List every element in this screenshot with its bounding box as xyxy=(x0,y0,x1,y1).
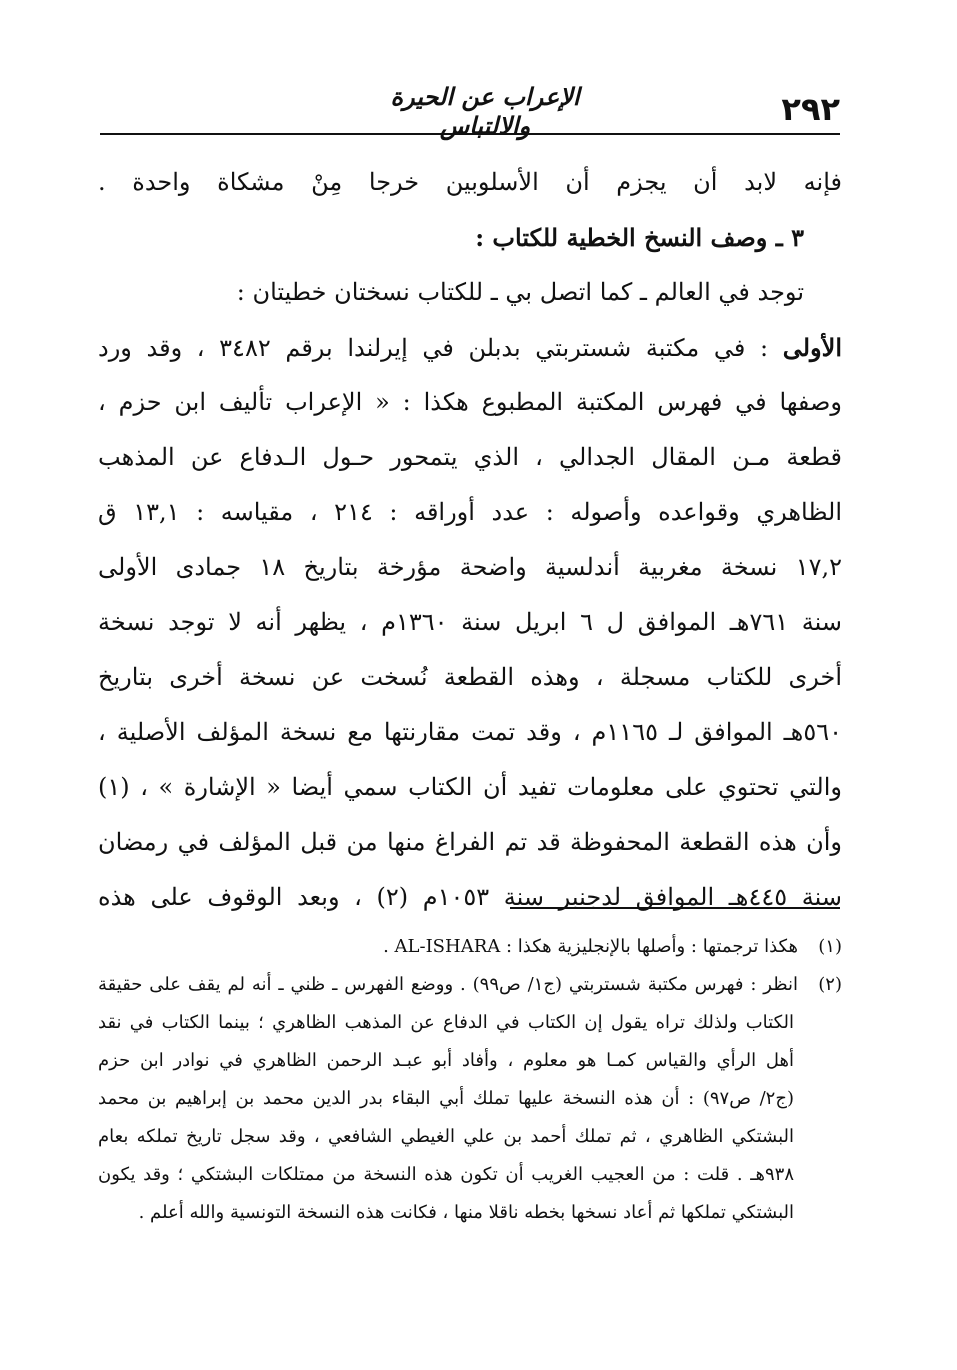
text-line: وأن هذه القطعة المحفوظة قد تم الفراغ منها من قبل المؤلف في رمضان xyxy=(98,828,842,856)
header-rule xyxy=(100,133,840,135)
footnote-text: هكذا ترجمتها : وأصلها بالإنجليزية هكذا : AL-ISHARA . xyxy=(383,936,798,957)
paragraph-lead-word: الأولى xyxy=(782,333,842,362)
footnotes xyxy=(98,928,842,1232)
text-line: وصفها في فهرس المكتبة المطبوع هكذا : « الإعراب تأليف ابن حزم ، xyxy=(98,388,842,416)
footnote-1 xyxy=(98,928,842,966)
text-line: فإنه لابد أن يجزم أن الأسلوبين خرجا مِنْ مشكاة واحدة . xyxy=(98,168,842,196)
page-number: ٢٩٢ xyxy=(781,90,840,128)
text-line: توجد في العالم ـ كما اتصل بي ـ للكتاب نسختان خطيتان : xyxy=(236,278,804,306)
section-heading: ٣ ـ وصف النسخ الخطية للكتاب : xyxy=(475,223,804,252)
text-line: ٥٦٠هـ الموافق لـ ١١٦٥م ، وقد تمت مقارنتها مع نسخة المؤلف الأصلية ، xyxy=(98,718,842,746)
footnote-text: الكتاب ولذلك تراه يقول إن الكتاب في الدفاع عن المذهب الظاهري ؛ بينما الكتاب في نقد xyxy=(98,1012,794,1033)
text-line: قطعة مـن المقال الجدالي ، الذي يتمحور حـول الـدفاع عن المذهب xyxy=(98,443,842,471)
text-line: سنة ٤٤٥هـ الموافق لدجنبر سنة ١٠٥٣م (٢) ، وبعد الوقوف على هذه xyxy=(98,883,842,911)
text-line: أخرى للكتاب مسجلة ، وهذه القطعة نُسخت عن نسخة أخرى بتاريخ xyxy=(98,663,842,691)
footnote-2 xyxy=(98,966,842,1004)
footnote-text: ٩٣٨هـ . قلت : من العجيب الغريب أن تكون هذه النسخة من ممتلكات البشتكي ؛ وقد يكون xyxy=(98,1164,794,1185)
main-text xyxy=(98,155,842,925)
text-line: ١٧,٢ نسخة مغربية أندلسية واضحة مؤرخة بتاريخ ١٨ جمادى الأولى xyxy=(98,553,842,581)
text-line: الظاهري وقواعده وأصوله : عدد أوراقه : ٢١٤ ، مقياسه : ١٣,١ ق xyxy=(98,498,842,526)
footnote-marker: (١) xyxy=(818,936,842,957)
running-title: الإعراب عن الحيرة والالتباس xyxy=(390,82,580,140)
footnote-text: (ج٢/ ص٩٧) : أن هذه النسخة عليها تملك أبي البقاء بدر الدين محمد بن إبراهيم بن محمد xyxy=(98,1088,794,1109)
text-line: الأولى : في مكتبة شستربتي بدبلن في إيرلندا برقم ٣٤٨٢ ، وقد ورد xyxy=(98,333,842,362)
page-header xyxy=(100,82,840,140)
text-line: سنة ٧٦١هـ الموافق ل ٦ ابريل سنة ١٣٦٠م ، يظهر أنه لا توجد نسخة xyxy=(98,608,842,636)
footnote-text: البشتكي الظاهري ، ثم تملك أحمد بن علي الغيطي الشافعي ، وقد سجل تاريخ تملكه بعام xyxy=(98,1126,794,1147)
footnote-marker: (٢) xyxy=(818,974,842,995)
text-line: والتي تحتوي على معلومات تفيد أن الكتاب سمي أيضا « الإشارة » ، (١) xyxy=(98,773,842,801)
footnote-text: انظر : فهرس مكتبة شستربتي (ج١/ ص٩٩) . ووضع الفهرس ـ ظني ـ أنه لم يقف على حقيقة xyxy=(98,974,798,995)
footnote-text: أهل الرأي والقياس كمـا هو معلوم ، وأفاد أبو عبـد الرحمن الظاهري في نوادر ابن حزم xyxy=(98,1050,794,1071)
footnote-text: البشتكي تملكها ثم أعاد نسخها بخطه ناقلا منها ، فكانت هذه النسخة التونسية والله أعلم . xyxy=(138,1202,794,1223)
footnote-rule xyxy=(510,907,840,909)
